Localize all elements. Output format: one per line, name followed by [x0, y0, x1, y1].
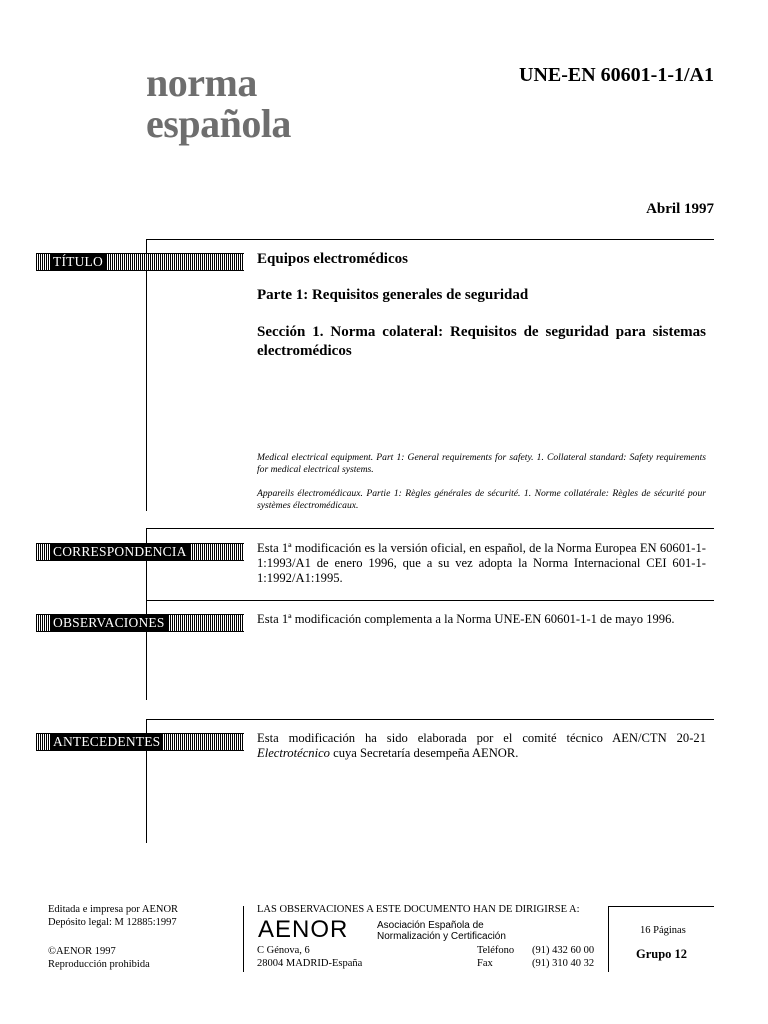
- aenor-logo: AENOR: [258, 916, 349, 943]
- footer-copyright: ©AENOR 1997 Reproducción prohibida: [48, 946, 150, 970]
- brand-title: [146, 62, 291, 144]
- standard-code: UNE-EN 60601-1-1/A1: [519, 64, 714, 86]
- fax-label: Fax: [477, 958, 493, 969]
- section-label-correspondencia: CORRESPONDENCIA: [36, 543, 244, 561]
- footer-contact-labels: [477, 944, 514, 970]
- brand-line-2: española: [146, 101, 291, 146]
- phone-label: Teléfono: [477, 945, 515, 956]
- title-english: Medical electrical equipment. Part 1: General requirements for safety. 1. Collateral standard: Safety requirements for medical electrical systems.: [257, 452, 706, 475]
- footer-box-left: [608, 906, 609, 972]
- section-label-antecedentes: ANTECEDENTES: [36, 733, 244, 751]
- title-french: Appareils électromédicaux. Partie 1: Règles générales de sécurité. 1. Norme collatérale: Règles de sécurité pour systèmes électromédicaux.: [257, 488, 706, 511]
- title-line-1: Equipos electromédicos: [257, 251, 408, 267]
- price-group: Grupo 12: [636, 947, 688, 961]
- section-divider-correspondencia: [146, 528, 714, 529]
- footer-box-top: [608, 906, 714, 907]
- section-divider-antecedentes: [146, 719, 714, 720]
- footer-divider: [243, 906, 244, 972]
- aenor-association: Asociación Española de Normalización y Certificación: [377, 920, 506, 942]
- footer-editor: Editada e impresa por AENOR Depósito legal: M 12885:1997: [48, 904, 179, 928]
- brand-line-1: norma: [146, 60, 257, 105]
- title-line-2: Parte 1: Requisitos generales de seguridad: [257, 287, 529, 303]
- section-divider-titulo: [146, 239, 714, 240]
- observaciones-text: Esta 1ª modificación complementa a la Norma UNE-EN 60601-1-1 de mayo 1996.: [257, 612, 675, 626]
- phone-number: (91) 432 60 00: [532, 945, 595, 956]
- section-divider-observaciones: [146, 600, 714, 601]
- section-label-titulo: TÍTULO: [36, 253, 244, 271]
- title-line-3: Sección 1. Norma colateral: Requisitos de seguridad para sistemas electromédicos: [257, 324, 706, 359]
- page-count: 16 Páginas: [640, 925, 686, 936]
- footer-notice: LAS OBSERVACIONES A ESTE DOCUMENTO HAN DE DIRIGIRSE A:: [257, 904, 580, 915]
- correspondencia-text: Esta 1ª modificación es la versión oficial, en español, de la Norma Europea EN 60601-1-1:1993/A1 de enero 1996, que a su vez adopta la Norma Internacional CEI 601-1-1:1992/A1:1995.: [257, 541, 706, 585]
- footer-contact-values: [532, 944, 594, 970]
- antecedentes-text: Esta modificación ha sido elaborada por el comité técnico AEN/CTN 20-21 Electrotécnico cuya Secretaría desempeña AENOR.: [257, 731, 706, 760]
- publication-date: Abril 1997: [646, 201, 714, 217]
- fax-number: (91) 310 40 32: [532, 958, 595, 969]
- footer-address: C Génova, 6 28004 MADRID-España: [257, 945, 363, 969]
- section-vline-correspondencia: [146, 528, 147, 600]
- section-vline-titulo: [146, 239, 147, 511]
- section-label-observaciones: OBSERVACIONES: [36, 614, 244, 632]
